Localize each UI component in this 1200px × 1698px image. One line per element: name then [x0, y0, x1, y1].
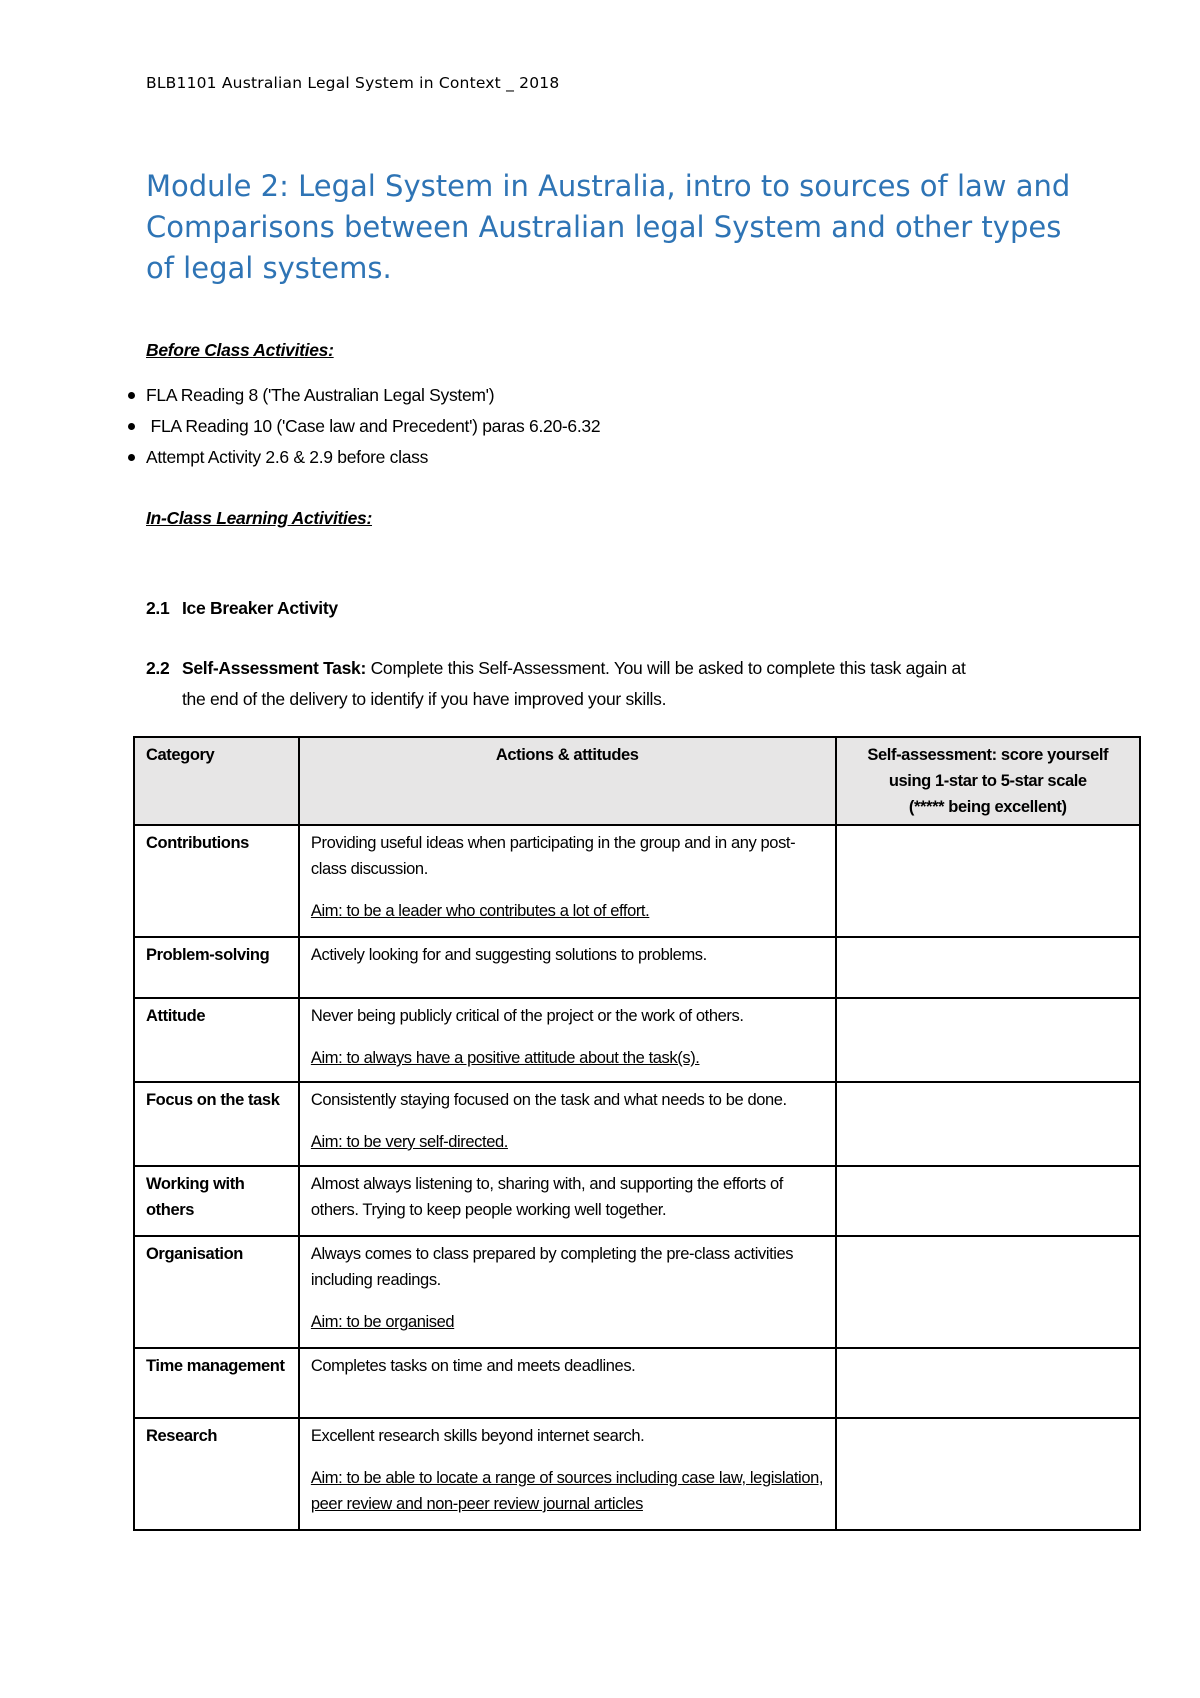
- table-header-row: [134, 737, 1140, 825]
- action-cell: Excellent research skills beyond internet search. Aim: to be able to locate a range of sources including case law, legislation, peer review and non-peer review journal articles: [299, 1418, 836, 1530]
- category-cell: Organisation: [134, 1236, 299, 1348]
- in-class-heading: In-Class Learning Activities:: [146, 508, 372, 528]
- action-cell: Consistently staying focused on the task and what needs to be done. Aim: to be very self-directed.: [299, 1082, 836, 1166]
- bullet-icon: [128, 392, 135, 399]
- document-header: BLB1101 Australian Legal System in Context _ 2018: [146, 74, 560, 92]
- table-row: [134, 1082, 1140, 1166]
- table-row: [134, 1418, 1140, 1530]
- action-cell: Never being publicly critical of the project or the work of others. Aim: to always have a positive attitude about the task(s).: [299, 998, 836, 1082]
- list-item: FLA Reading 8 ('The Australian Legal System'): [146, 380, 600, 411]
- category-cell: Research: [134, 1418, 299, 1530]
- score-cell[interactable]: [836, 825, 1140, 937]
- task-self-assessment: [146, 658, 966, 679]
- header-category: Category: [134, 737, 299, 825]
- bullet-icon: [128, 423, 135, 430]
- score-cell[interactable]: [836, 1418, 1140, 1530]
- category-cell: Contributions: [134, 825, 299, 937]
- before-class-list: [146, 380, 600, 473]
- score-cell[interactable]: [836, 1166, 1140, 1236]
- score-cell[interactable]: [836, 1082, 1140, 1166]
- self-assessment-table: [133, 736, 1141, 1531]
- action-cell: Always comes to class prepared by completing the pre-class activities including readings. Aim: to be organised: [299, 1236, 836, 1348]
- task-description-continuation: the end of the delivery to identify if you have improved your skills.: [182, 689, 667, 709]
- header-actions: Actions & attitudes: [299, 737, 836, 825]
- action-cell: Providing useful ideas when participating in the group and in any post-class discussion. Aim: to be a leader who contributes a lot of effort.: [299, 825, 836, 937]
- task-number: 2.1: [146, 598, 170, 618]
- list-item: Attempt Activity 2.6 & 2.9 before class: [146, 442, 600, 473]
- task-title: Ice Breaker Activity: [182, 598, 338, 618]
- aim-text: Aim: to always have a positive attitude about the task(s).: [310, 1049, 700, 1067]
- action-cell: Actively looking for and suggesting solutions to problems.: [299, 937, 836, 998]
- table-row: [134, 1236, 1140, 1348]
- aim-text: Aim: to be a leader who contributes a lot of effort.: [310, 902, 650, 920]
- aim-text: Aim: to be organised: [310, 1313, 455, 1331]
- aim-text: Aim: to be able to locate a range of sources including case law, legislation, peer review and non-peer review journal articles: [310, 1469, 824, 1513]
- table-row: [134, 1166, 1140, 1236]
- category-cell: Attitude: [134, 998, 299, 1082]
- table-row: [134, 825, 1140, 937]
- table-row: [134, 937, 1140, 998]
- task-description: Complete this Self-Assessment. You will be asked to complete this task again at: [366, 658, 966, 678]
- category-cell: Focus on the task: [134, 1082, 299, 1166]
- task-ice-breaker: [146, 598, 338, 619]
- action-cell: Almost always listening to, sharing with, and supporting the efforts of others. Trying to keep people working well together.: [299, 1166, 836, 1236]
- list-item: FLA Reading 10 ('Case law and Precedent') paras 6.20-6.32: [146, 411, 600, 442]
- table-row: [134, 1348, 1140, 1418]
- action-cell: Completes tasks on time and meets deadlines.: [299, 1348, 836, 1418]
- score-cell[interactable]: [836, 998, 1140, 1082]
- category-cell: Time management: [134, 1348, 299, 1418]
- bullet-icon: [128, 454, 135, 461]
- category-cell: Problem-solving: [134, 937, 299, 998]
- score-cell[interactable]: [836, 1348, 1140, 1418]
- module-title: Module 2: Legal System in Australia, intro to sources of law and Comparisons between Australian legal System and other types of legal systems.: [146, 169, 1071, 285]
- score-cell[interactable]: [836, 937, 1140, 998]
- header-self-assessment: Self-assessment: score yourself using 1-star to 5-star scale (***** being excellent): [836, 737, 1140, 825]
- score-cell[interactable]: [836, 1236, 1140, 1348]
- table-row: [134, 998, 1140, 1082]
- aim-text: Aim: to be very self-directed.: [310, 1133, 508, 1151]
- category-cell: Working with others: [134, 1166, 299, 1236]
- task-number: 2.2: [146, 658, 170, 678]
- task-title: Self-Assessment Task:: [182, 658, 367, 678]
- before-class-heading: Before Class Activities:: [146, 340, 334, 360]
